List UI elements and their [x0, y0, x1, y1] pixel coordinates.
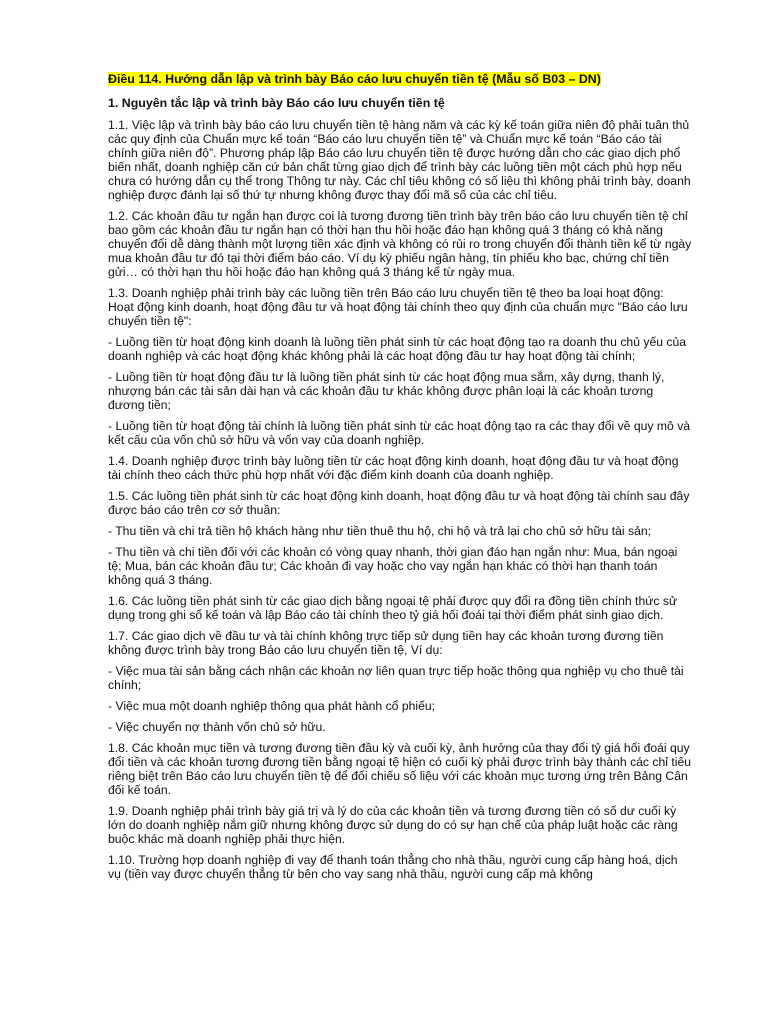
bullet-quick-turnover: - Thu tiền và chi tiền đối với các khoản có vòng quay nhanh, thời gian đáo hạn ngắn như: Mua, bán ngoại tệ; Mua, bán các khoản đầu tư; Các khoản đi vay hoặc cho vay ngắn hạn khác có thời hạn thanh toán không quá 3 tháng. [108, 545, 678, 587]
paragraph-1-10: 1.10. Trường hợp doanh nghiệp đi vay để thanh toán thẳng cho nhà thầu, người cung cấp hàng hoá, dịch vụ (tiền vay được chuyển thẳng từ bên cho vay sang nhà thầu, người cung cấp mà không [108, 853, 678, 881]
paragraph-1-3: 1.3. Doanh nghiệp phải trình bày các luồng tiền trên Báo cáo lưu chuyển tiền tệ theo ba loại hoạt động: Hoạt động kinh doanh, hoạt động đầu tư và hoạt động tài chính theo quy định của chuẩn mực "Báo cáo lưu chuyển tiền tệ": [108, 286, 688, 328]
bullet-operating-cash-flow: - Luồng tiền từ hoạt động kinh doanh là luồng tiền phát sinh từ các hoạt động tạo ra doanh thu chủ yếu của doanh nghiệp và các hoạt động khác không phải là các hoạt động đầu tư hay hoạt động tài chính; [108, 335, 687, 363]
paragraph-1-4: 1.4. Doanh nghiệp được trình bày luồng tiền từ các hoạt động kinh doanh, hoạt động đầu tư và hoạt động tài chính theo cách thức phù hợp nhất với đặc điểm kinh doanh của doanh nghiệp. [108, 454, 679, 482]
paragraph-1-5: 1.5. Các luồng tiền phát sinh từ các hoạt động kinh doanh, hoạt động đầu tư và hoạt động tài chính sau đây được báo cáo trên cơ sở thuần: [108, 489, 690, 517]
bullet-asset-purchase-debt: - Việc mua tài sản bằng cách nhận các khoản nợ liên quan trực tiếp hoặc thông qua nghiệp vụ cho thuê tài chính; [108, 664, 684, 692]
bullet-financing-cash-flow: - Luồng tiền từ hoạt động tài chính là luồng tiền phát sinh từ các hoạt động tạo ra các thay đổi về quy mô và kết cấu của vốn chủ sở hữu và vốn vay của doanh nghiệp. [108, 419, 691, 447]
paragraph-1-1: 1.1. Việc lập và trình bày báo cáo lưu chuyển tiền tệ hàng năm và các kỳ kế toán giữa niên độ phải tuân thủ các quy định của Chuẩn mực kế toán “Báo cáo lưu chuyển tiền tệ” và Chuẩn mực kế toán “Báo cáo tài chính giữa niên độ”. Phương pháp lập Báo cáo lưu chuyển tiền tệ được hướng dẫn cho các giao dịch phổ biến nhất, doanh nghiệp căn cứ bản chất từng giao dịch để trình bày các luồng tiền một cách phù hợp nếu chưa có hướng dẫn cụ thể trong Thông tư này. Các chỉ tiêu không có số liệu thì không phải trình bày, doanh nghiệp được đánh lại số thứ tự nhưng không được thay đổi mã số của các chỉ tiêu. [108, 118, 691, 202]
article-title: Điều 114. Hướng dẫn lập và trình bày Báo cáo lưu chuyển tiền tệ (Mẫu số B03 – DN) [108, 72, 601, 86]
article-title-wrap [108, 72, 692, 86]
paragraph-1-8: 1.8. Các khoản mục tiền và tương đương tiền đầu kỳ và cuối kỳ, ảnh hưởng của thay đổi tỷ giá hối đoái quy đổi tiền và các khoản tương đương tiền bằng ngoại tệ hiện có cuối kỳ phải được trình bày thành các chỉ tiêu riêng biệt trên Báo cáo lưu chuyển tiền tệ để đối chiếu số liệu với các khoản mục tương ứng trên Bảng Cân đối kế toán. [108, 741, 692, 797]
bullet-investing-cash-flow: - Luồng tiền từ hoạt động đầu tư là luồng tiền phát sinh từ các hoạt động mua sắm, xây dựng, thanh lý, nhượng bán các tài sản dài hạn và các khoản đầu tư khác không được phân loại là các khoản tương đương tiền; [108, 370, 665, 412]
bullet-acquisition-shares: - Việc mua một doanh nghiệp thông qua phát hành cổ phiếu; [108, 699, 436, 713]
paragraph-1-6: 1.6. Các luồng tiền phát sinh từ các giao dịch bằng ngoại tệ phải được quy đổi ra đồng tiền chính thức sử dụng trong ghi sổ kế toán và lập Báo cáo tài chính theo tỷ giá hối đoái tại thời điểm phát sinh giao dịch. [108, 594, 678, 622]
paragraph-1-7: 1.7. Các giao dịch về đầu tư và tài chính không trực tiếp sử dụng tiền hay các khoản tương đương tiền không được trình bày trong Báo cáo lưu chuyển tiền tệ, Ví dụ: [108, 629, 664, 657]
document-page [108, 72, 692, 888]
section-heading: 1. Nguyên tắc lập và trình bày Báo cáo lưu chuyển tiền tệ [108, 96, 445, 110]
paragraph-1-2: 1.2. Các khoản đầu tư ngắn hạn được coi là tương đương tiền trình bày trên báo cáo lưu chuyển tiền tệ chỉ bao gồm các khoản đầu tư ngắn hạn có thời hạn thu hồi hoặc đáo hạn không quá 3 tháng có khả năng chuyển đổi dễ dàng thành một lượng tiền xác định và không có rủi ro trong chuyển đổi thành tiền kể từ ngày mua khoản đầu tư đó tại thời điểm báo cáo. Ví dụ kỳ phiếu ngân hàng, tín phiếu kho bạc, chứng chỉ tiền gửi… có thời hạn thu hồi hoặc đáo hạn không quá 3 tháng kể từ ngày mua. [108, 209, 692, 279]
paragraph-1-9: 1.9. Doanh nghiệp phải trình bày giá trị và lý do của các khoản tiền và tương đương tiền có số dư cuối kỳ lớn do doanh nghiệp nắm giữ nhưng không được sử dụng do có sự hạn chế của pháp luật hoặc các ràng buộc khác mà doanh nghiệp phải thực hiện. [108, 804, 678, 846]
bullet-collections-on-behalf: - Thu tiền và chi trả tiền hộ khách hàng như tiền thuê thu hộ, chi hộ và trả lại cho chủ sở hữu tài sản; [108, 524, 652, 538]
bullet-debt-to-equity: - Việc chuyển nợ thành vốn chủ sở hữu. [108, 720, 326, 734]
